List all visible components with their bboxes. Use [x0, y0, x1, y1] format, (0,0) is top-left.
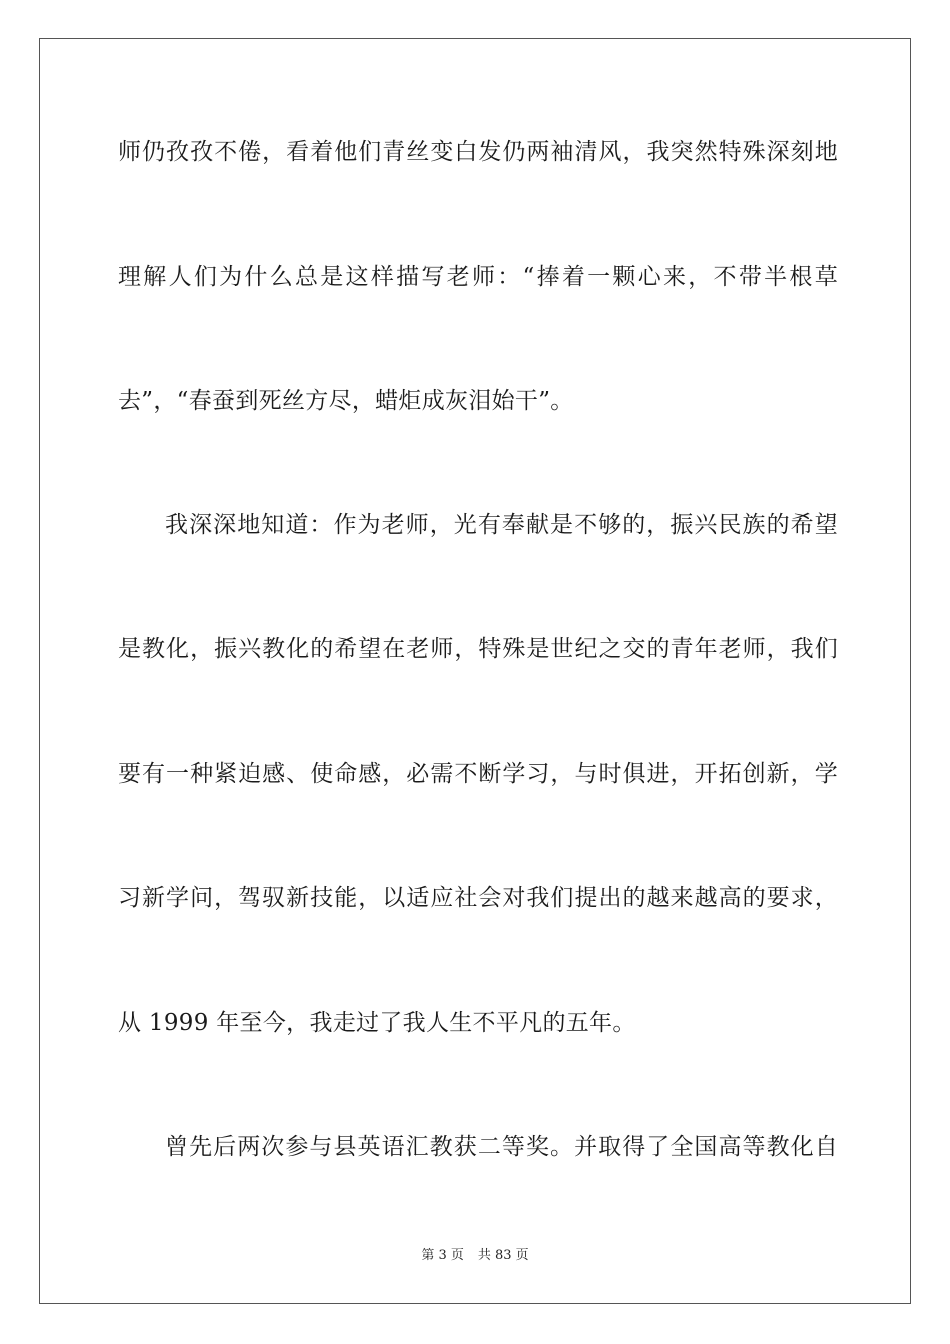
- body-line-7: 习新学问，驾驭新技能，以适应社会对我们提出的越来越高的要求，: [118, 885, 838, 911]
- body-line-5: 是教化，振兴教化的希望在老师，特殊是世纪之交的青年老师，我们: [118, 636, 838, 662]
- body-line-6: 要有一种紧迫感、使命感，必需不断学习，与时俱进，开拓创新，学: [118, 761, 838, 787]
- body-line-9: 曾先后两次参与县英语汇教获二等奖。并取得了全国高等教化自: [165, 1134, 838, 1160]
- page-number: 第 3 页: [421, 1248, 464, 1263]
- body-line-2: 理解人们为什么总是这样描写老师：“捧着一颗心来，不带半根草: [118, 264, 838, 290]
- body-line-1: 师仍孜孜不倦，看着他们青丝变白发仍两袖清风，我突然特殊深刻地: [118, 139, 838, 165]
- page-total: 共 83 页: [477, 1248, 529, 1263]
- body-line-8: 从 1999 年至今，我走过了我人生不平凡的五年。: [118, 1010, 636, 1036]
- page-border: [39, 38, 911, 1304]
- body-line-4: 我深深地知道：作为老师，光有奉献是不够的，振兴民族的希望: [165, 512, 838, 538]
- body-line-3: 去”，“春蚕到死丝方尽，蜡炬成灰泪始干”。: [118, 388, 574, 414]
- page-footer: [0, 1247, 950, 1265]
